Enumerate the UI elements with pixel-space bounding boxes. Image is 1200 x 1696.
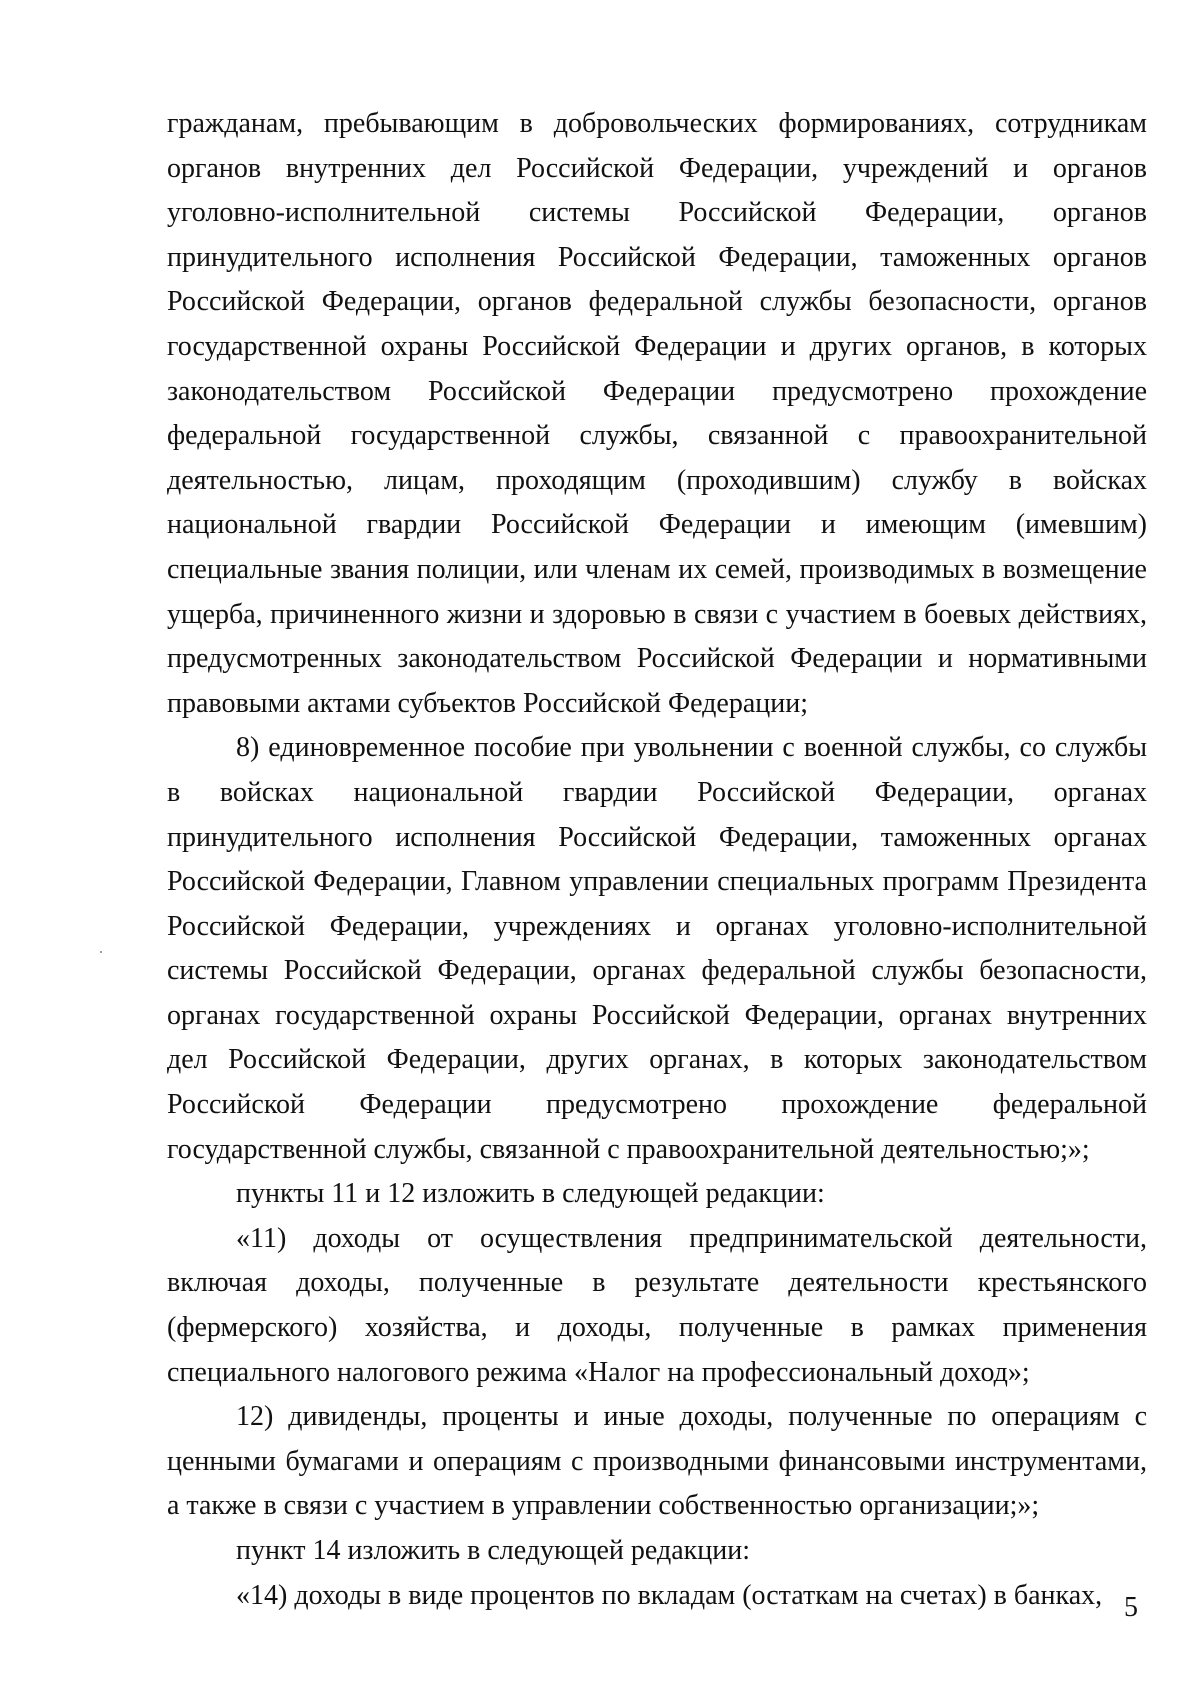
paragraph-instruction-items-11-12: пункты 11 и 12 изложить в следующей редакции:	[236, 1178, 825, 1210]
paragraph-instruction-item-14: пункт 14 изложить в следующей редакции:	[236, 1535, 750, 1566]
paragraph-continuation: гражданам, пребывающим в добровольческих формированиях, сотрудникам органов внутренних дел Российской Федерации, учреждений и органов уголовно-исполнительной системы Российской Федерации, органов принудительного исполнения Российской Федерации, таможенных органов Российской Федерации, органов федеральной службы безопасности, органов государственной охраны Российской Федерации и других органов, в которых законодательством Российской Федерации предусмотрено прохождение федеральной государственной службы, связанной с правоохранительной деятельностью, лицам, проходящим (проходившим) службу в войсках национальной гвардии Российской Федерации и имеющим (имевшим) специальные звания полиции, или членам их семей, производимых в возмещение ущерба, причиненного жизни и здоровью в связи с участием в боевых действиях, предусмотренных законодательством Российской Федерации и нормативными правовыми актами субъектов Российской Федерации;	[167, 108, 1147, 719]
document-body	[167, 102, 1147, 1618]
paragraph-item-12: 12) дивиденды, проценты и иные доходы, полученные по операциям с ценными бумагами и операциям с производными финансовыми инструментами, а также в связи с участием в управлении собственностью организации;»;	[167, 1401, 1147, 1522]
paragraph-item-8: 8) единовременное пособие при увольнении с военной службы, со службы в войсках национальной гвардии Российской Федерации, органах принудительного исполнения Российской Федерации, таможенных органах Российской Федерации, Главном управлении специальных программ Президента Российской Федерации, учреждениях и органах уголовно-исполнительной системы Российской Федерации, органах федеральной службы безопасности, органах государственной охраны Российской Федерации, органах внутренних дел Российской Федерации, других органах, в которых законодательством Российской Федерации предусмотрено прохождение федеральной государственной службы, связанной с правоохранительной деятельностью;»;	[167, 732, 1147, 1165]
page-number: 5	[1124, 1592, 1138, 1623]
scan-artifact-dot	[100, 951, 102, 953]
paragraph-item-11: «11) доходы от осуществления предпринимательской деятельности, включая доходы, полученные в результате деятельности крестьянского (фермерского) хозяйства, и доходы, полученные в рамках применения специального налогового режима «Налог на профессиональный доход»;	[167, 1222, 1147, 1388]
paragraph-item-14: «14) доходы в виде процентов по вкладам (остаткам на счетах) в банках,	[236, 1579, 1103, 1611]
